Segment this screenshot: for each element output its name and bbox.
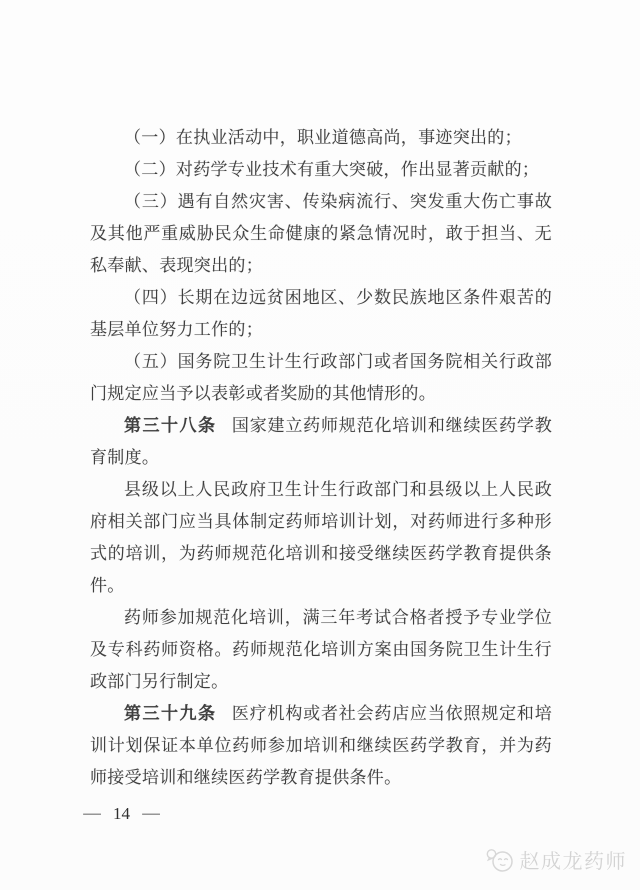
watermark-label: 赵成龙药师 [519,851,627,873]
article-text-block [90,122,552,794]
article-38-paragraph-2 [90,474,552,602]
clause-item-4 [90,282,552,346]
clause-text: （三）遇有自然灾害、传染病流行、突发重大伤亡事故及其他严重威胁民众生命健康的紧急情况时，敢于担当、无私奉献、表现突出的； [90,192,552,275]
chat-face-icon [485,846,515,874]
page-number [84,804,159,824]
article-39-number: 第三十九条 [124,704,217,723]
clause-item-2 [90,154,552,186]
article-39-text: 医疗机构或者社会药店应当依照规定和培训计划保证本单位药师参加培训和继续医药学教育，并为药师接受培训和继续医药学教育提供条件。 [90,704,553,787]
clause-text: （四）长期在边远贫困地区、少数民族地区条件艰苦的基层单位努力工作的； [90,288,552,339]
paragraph-text: 县级以上人民政府卫生计生行政部门和县级以上人民政府相关部门应当具体制定药师培训计划，对药师进行多种形式的培训，为药师规范化培训和接受继续医药学教育提供条件。 [90,480,552,595]
article-38-paragraph-3 [90,602,552,698]
clause-item-3 [90,186,552,282]
clause-item-1 [90,122,552,154]
article-38-number: 第三十八条 [124,416,217,435]
clause-item-5 [90,346,552,410]
page-number-value: 14 [113,804,130,823]
article-38-paragraph-1 [90,410,552,474]
watermark [485,845,628,874]
clause-text: （一）在执业活动中，职业道德高尚，事迹突出的； [124,128,522,147]
page-number-right-dash: — [142,805,160,822]
clause-text: （二）对药学专业技术有重大突破，作出显著贡献的； [124,160,540,179]
paragraph-text: 药师参加规范化培训，满三年考试合格者授予专业学位及专科药师资格。药师规范化培训方案由国务院卫生计生行政部门另行制定。 [90,608,552,691]
article-38-text: 国家建立药师规范化培训和继续医药学教育制度。 [90,416,553,467]
page-number-left-dash: — [83,805,101,822]
article-39-paragraph-1 [90,698,552,794]
clause-text: （五）国务院卫生计生行政部门或者国务院相关行政部门规定应当予以表彰或者奖励的其他情形的。 [90,352,552,403]
